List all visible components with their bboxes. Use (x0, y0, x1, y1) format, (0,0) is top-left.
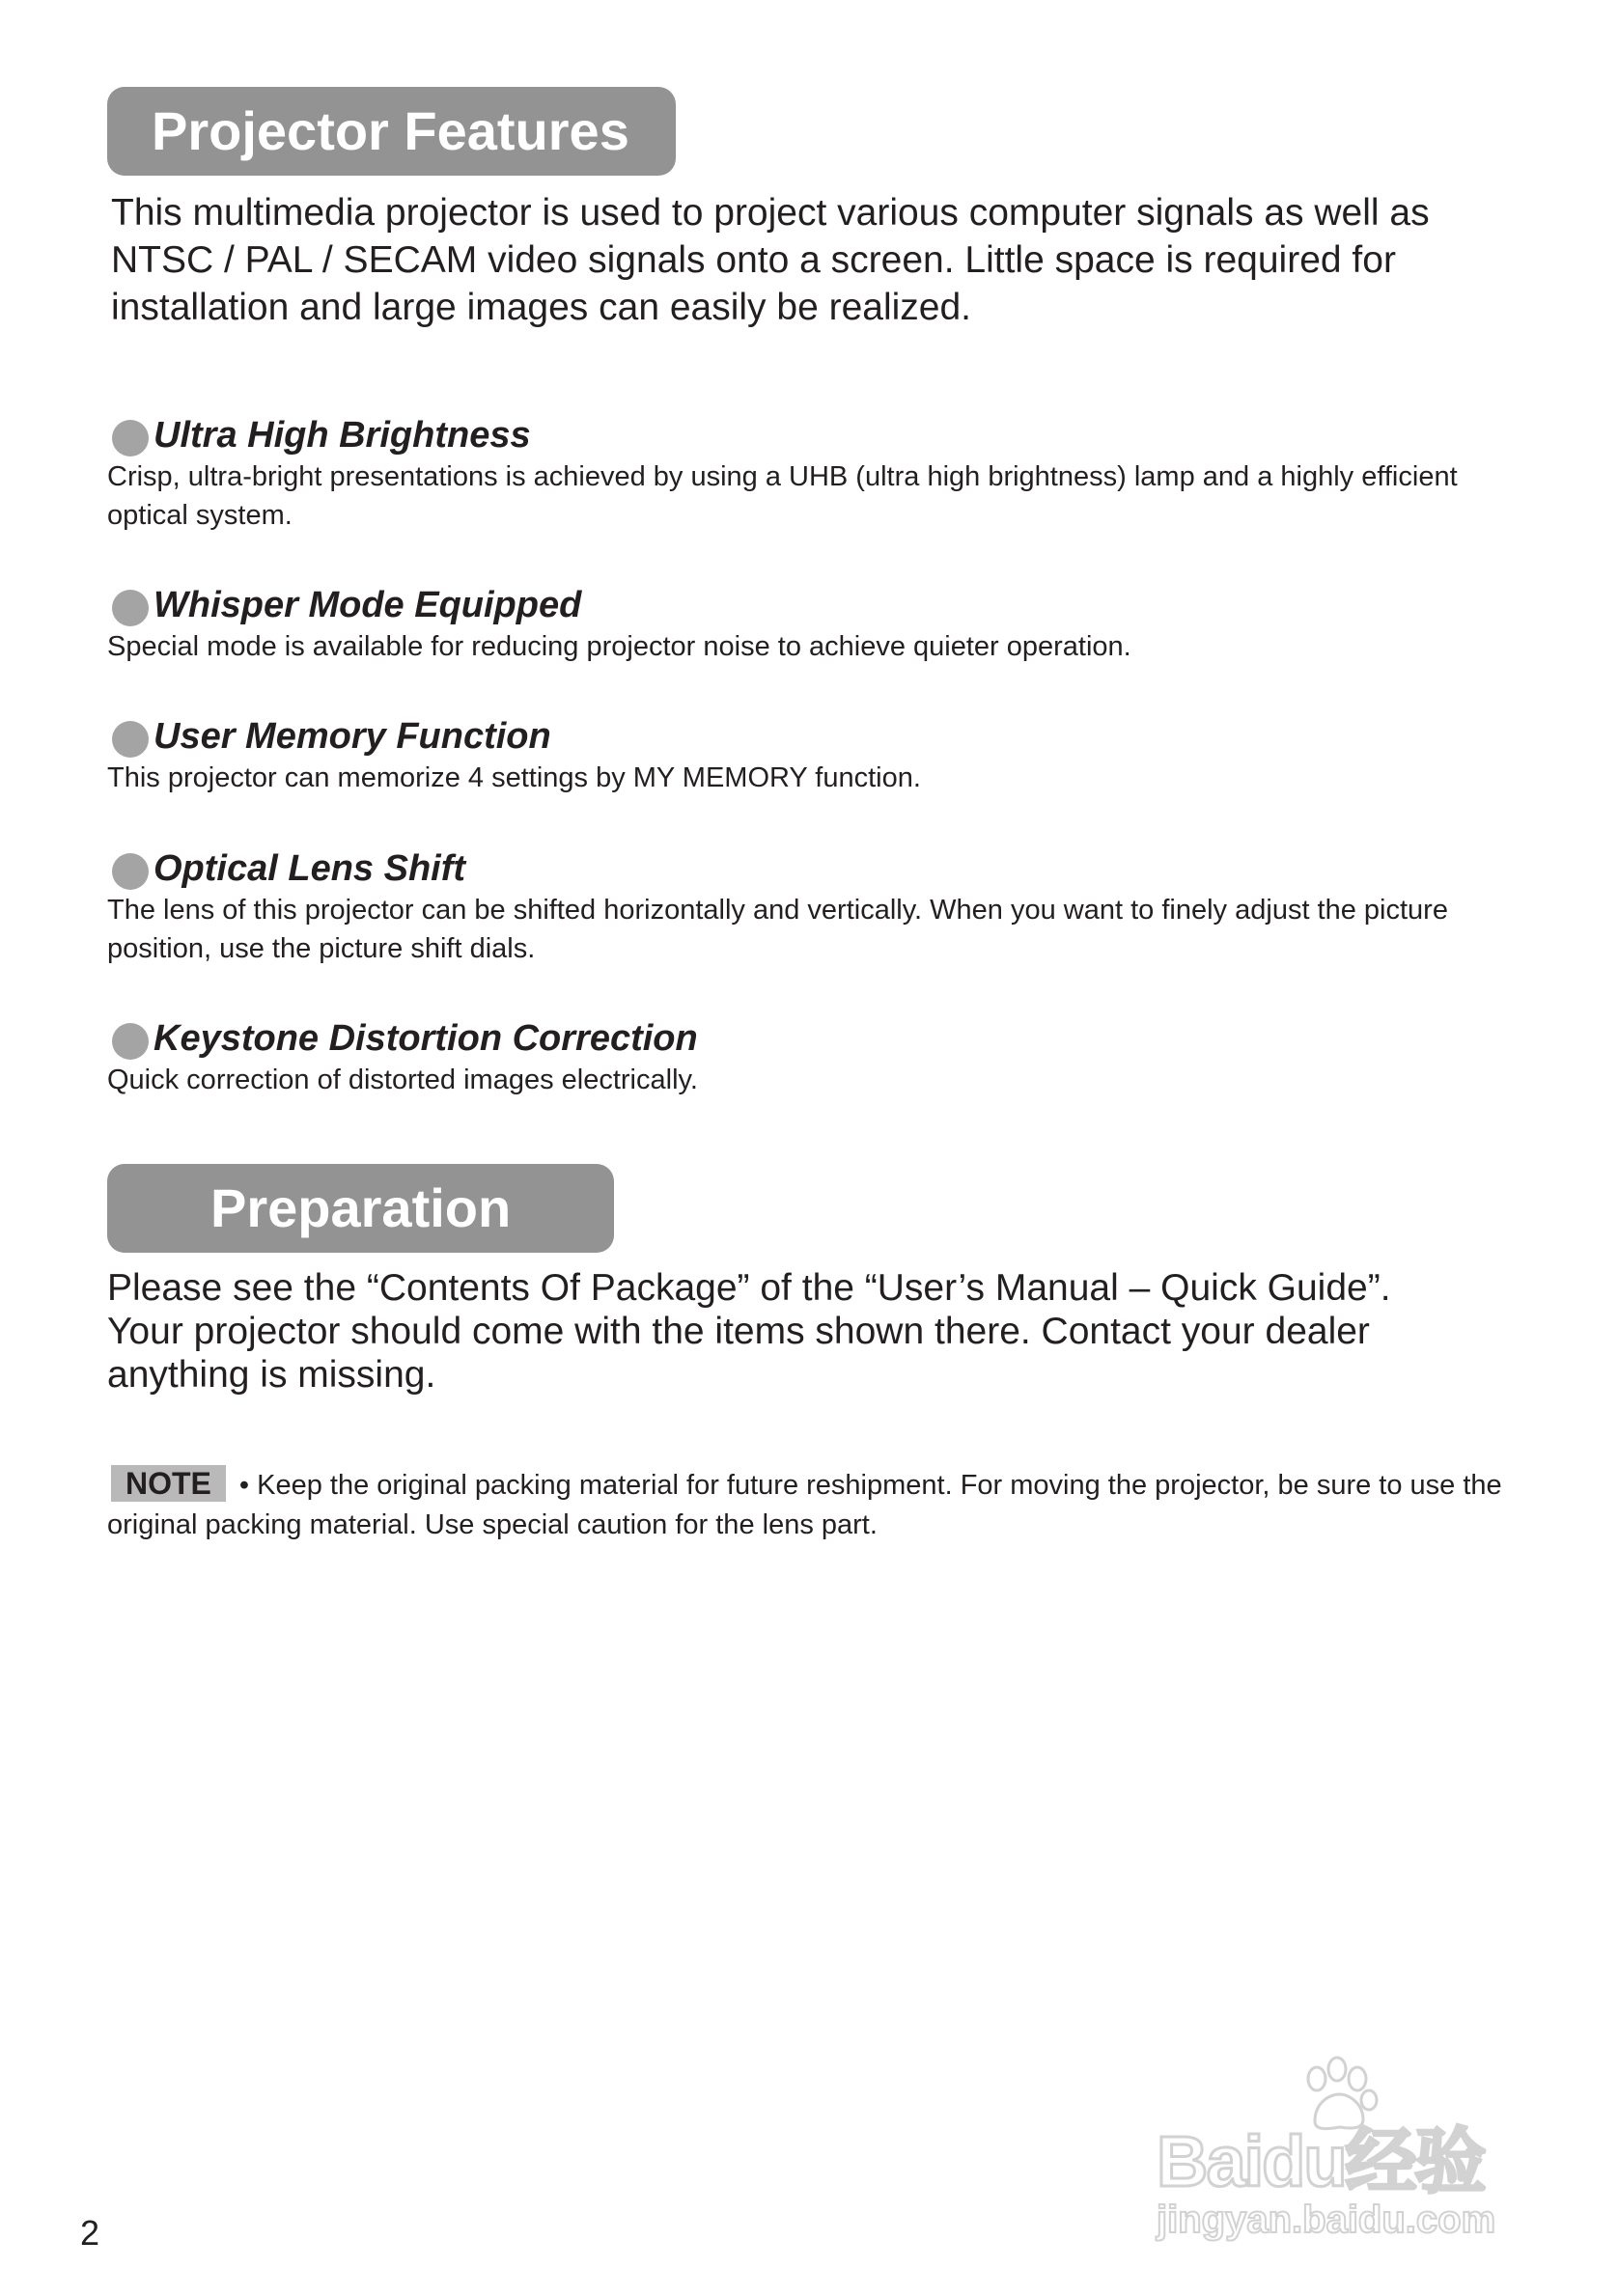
feature-whisper-mode (107, 583, 1546, 666)
bullet-dot-icon (112, 1023, 149, 1060)
feature-description: Special mode is available for reducing projector noise to achieve quieter operation. (107, 631, 1131, 662)
feature-description: This projector can memorize 4 settings by MY MEMORY function. (107, 762, 921, 793)
feature-title: Keystone Distortion Correction (153, 1018, 698, 1059)
feature-optical-lens-shift (107, 846, 1546, 968)
preparation-paragraph (107, 1266, 1536, 1397)
bullet-dot-icon (112, 590, 149, 626)
feature-title: User Memory Function (153, 716, 551, 757)
preparation-line: Please see the “Contents Of Package” of the “User’s Manual – Quick Guide”. (107, 1267, 1391, 1309)
preparation-line: Your projector should come with the items shown there. Contact your dealer (107, 1311, 1370, 1352)
feature-user-memory (107, 714, 1546, 797)
feature-title: Optical Lens Shift (153, 848, 466, 889)
note-paragraph (107, 1465, 1546, 1545)
baidu-watermark (1149, 2056, 1535, 2239)
bullet-dot-icon (112, 420, 149, 456)
intro-paragraph: This multimedia projector is used to project various computer signals as well as NTSC / PAL / SECAM video signals onto a screen. Little space is required for installation and large images can easily be realized. (111, 192, 1430, 328)
section-title-preparation: Preparation (107, 1164, 614, 1253)
feature-description: Quick correction of distorted images electrically. (107, 1065, 698, 1095)
note-label: NOTE (111, 1465, 226, 1502)
feature-description: Crisp, ultra-bright presentations is achieved by using a UHB (ultra high brightness) lamp and a highly efficient optical system. (107, 461, 1458, 531)
feature-title: Whisper Mode Equipped (153, 585, 582, 625)
section-title-projector-features: Projector Features (107, 87, 676, 176)
feature-ultra-high-brightness (107, 413, 1546, 535)
bullet-dot-icon (112, 853, 149, 890)
feature-keystone-correction (107, 1016, 1546, 1099)
preparation-line: anything is missing. (107, 1354, 436, 1396)
note-text: • Keep the original packing material for future reshipment. For moving the projector, be sure to use the original packing material. Use special caution for the lens part. (107, 1470, 1502, 1540)
watermark-url: jingyan.baidu.com (1157, 2199, 1496, 2241)
page-number: 2 (80, 2213, 100, 2253)
feature-description: The lens of this projector can be shifted horizontally and vertically. When you want to finely adjust the picture position, use the picture shift dials. (107, 895, 1448, 964)
watermark-logo: Baidu经验 (1157, 2121, 1485, 2201)
feature-title: Ultra High Brightness (153, 415, 531, 456)
bullet-dot-icon (112, 721, 149, 758)
